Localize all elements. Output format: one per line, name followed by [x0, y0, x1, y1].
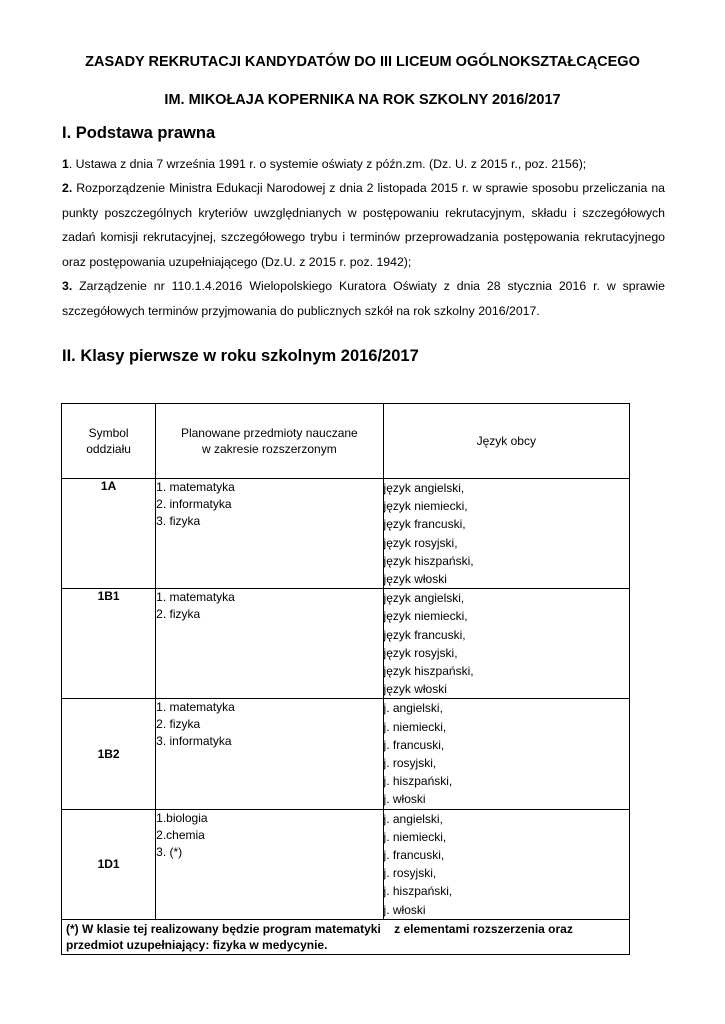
- legal-item-2-line: punkty poszczególnych kryteriów uwzględnianych w postępowaniu rekrutacyjnym, składu i szczegółowych: [62, 205, 665, 220]
- header-symbol: Symbol oddziału: [62, 404, 156, 479]
- header-subjects: Planowane przedmioty nauczane w zakresie rozszerzonym: [156, 404, 383, 479]
- class-symbol: 1A: [62, 479, 156, 589]
- legal-item-2-line: zadań komisji rekrutacyjnej, szczegółowego trybu i terminów przeprowadzania postępowania rekrutacyjnego: [62, 230, 665, 244]
- table-footnote: [62, 919, 630, 954]
- legal-item-2-number: 2.: [62, 181, 73, 195]
- class-subjects: 1. matematyka 2. informatyka 3. fizyka: [156, 479, 383, 589]
- class-symbol: 1B1: [62, 589, 156, 699]
- footnote-line1-part-a: (*) W klasie tej realizowany będzie program matematyki: [66, 921, 381, 936]
- document-title-line1: ZASADY REKRUTACJI KANDYDATÓW DO III LICEUM OGÓLNOKSZTAŁCĄCEGO: [85, 54, 640, 70]
- legal-item-2-line: oraz postępowania uzupełniającego (Dz.U. z 2015 r. poz. 1942);: [62, 254, 412, 269]
- section-heading-legal-basis: I. Podstawa prawna: [62, 124, 216, 142]
- class-subjects: 1. matematyka 2. fizyka: [156, 589, 383, 699]
- document-title-line2: IM. MIKOŁAJA KOPERNIKA NA ROK SZKOLNY 2016/2017: [164, 92, 561, 108]
- legal-item-1-number: 1: [62, 157, 69, 171]
- legal-item-3-number: 3.: [62, 279, 73, 293]
- section-heading-first-classes: II. Klasy pierwsze w roku szkolnym 2016/2017: [62, 347, 419, 365]
- table-header-row: [62, 404, 630, 479]
- classes-table: [61, 403, 630, 955]
- legal-item-3-line: 3. Zarządzenie nr 110.1.4.2016 Wielopolskiego Kuratora Oświaty z dnia 28 stycznia 2016 r. w sprawie: [62, 279, 665, 293]
- table-row: [62, 589, 630, 699]
- table-row: [62, 699, 630, 809]
- legal-item-2: [62, 176, 665, 274]
- class-languages: język angielski, język niemiecki, język francuski, język rosyjski, język hiszpański, język włoski: [383, 479, 629, 589]
- legal-item-3: [62, 274, 665, 323]
- class-symbol: 1B2: [62, 699, 156, 809]
- class-subjects: 1. matematyka 2. fizyka 3. informatyka: [156, 699, 383, 809]
- legal-item-1-text: . Ustawa z dnia 7 września 1991 r. o systemie oświaty z późn.zm. (Dz. U. z 2015 r., poz. 2156);: [68, 157, 587, 171]
- table-row: [62, 479, 630, 589]
- footnote-line2: przedmiot uzupełniający: fizyka w medycynie.: [66, 937, 328, 952]
- class-languages: j. angielski, j. niemiecki, j. francuski, j. rosyjski, j. hiszpański, j. włoski: [383, 699, 629, 809]
- class-subjects: 1.biologia 2.chemia 3. (*): [156, 809, 383, 919]
- class-languages: język angielski, język niemiecki, język francuski, język rosyjski, język hiszpański, język włoski: [383, 589, 629, 699]
- legal-item-3-line: szczegółowych terminów przyjmowania do publicznych szkół na rok szkolny 2016/2017.: [62, 303, 540, 318]
- table-footnote-row: [62, 919, 630, 954]
- class-symbol: 1D1: [62, 809, 156, 919]
- table-row: [62, 809, 630, 919]
- legal-item-2-line: 2. Rozporządzenie Ministra Edukacji Narodowej z dnia 2 listopada 2015 r. w sprawie sposobu przeliczania na: [62, 181, 665, 195]
- footnote-line1-part-b: z elementami rozszerzenia oraz: [394, 921, 573, 936]
- header-language: Język obcy: [383, 404, 629, 479]
- class-languages: j. angielski, j. niemiecki, j. francuski, j. rosyjski, j. hiszpański, j. włoski: [383, 809, 629, 919]
- legal-item-1: [62, 152, 665, 177]
